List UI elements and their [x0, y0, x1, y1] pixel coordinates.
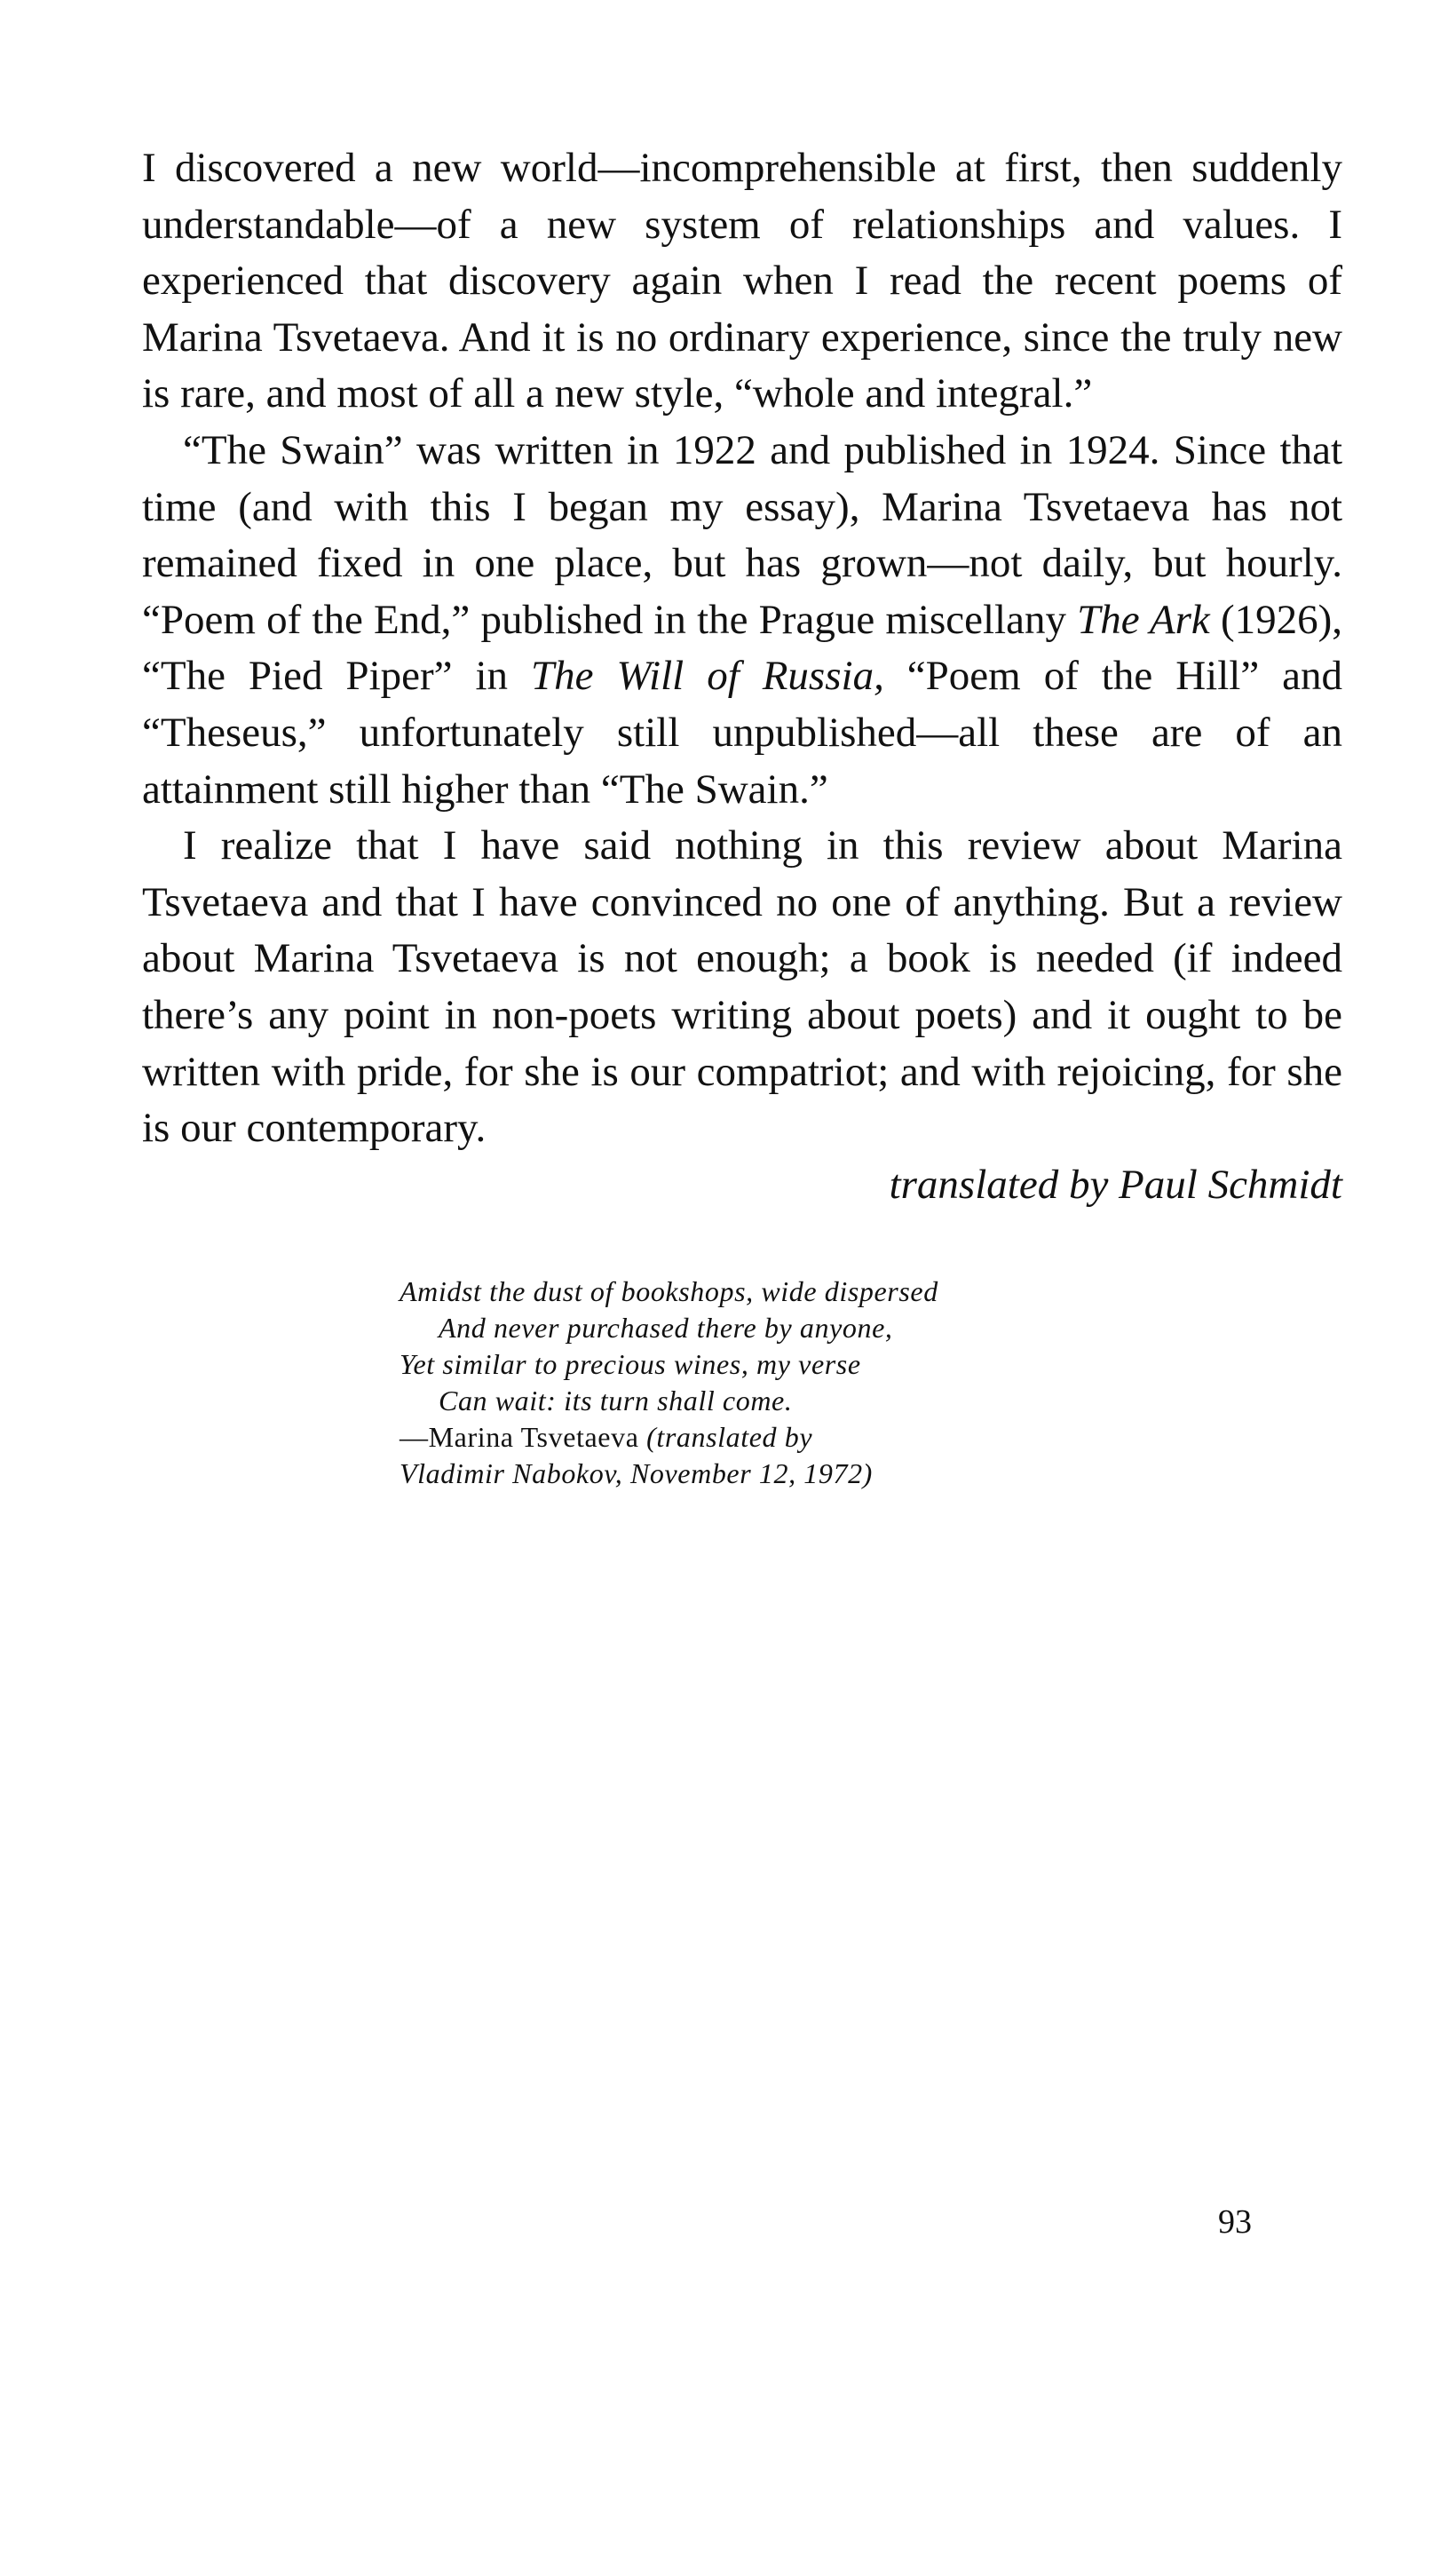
translator-signature: translated by Paul Schmidt [889, 1161, 1342, 1208]
page-number: 93 [1218, 2203, 1252, 2241]
epigraph-attribution-line-1 [400, 1419, 1128, 1456]
epigraph-author: —Marina Tsvetaeva [400, 1421, 639, 1453]
paragraph-2 [142, 423, 1342, 818]
closing-epigraph [400, 1274, 1128, 1492]
epigraph-line-1: Amidst the dust of bookshops, wide dispersed [400, 1275, 938, 1307]
essay-body [142, 140, 1342, 1213]
title-the-ark: The Ark [1077, 596, 1210, 643]
paragraph-1: I discovered a new world—incomprehensible at first, then suddenly understandable—of a new system of relationships and values. I experienced that discovery again when I read the recent poems of Marina Tsvetaeva. And it is no ordinary experience, since the truly new is rare, and most of all a new style, “whole and integral.” [142, 145, 1342, 417]
paragraph-2-text-a: “The Swain” was written in 1922 and published in 1924. Since that time (and with this I began my essay), Marina Tsvetaeva has not remained fixed in one place, but has grown—not daily, but hourly. “Poem of the End,” published in the Prague miscellany [142, 426, 1342, 643]
paragraph-2-text-c: (1926), “The Pied Piper” in [142, 596, 1342, 700]
epigraph-line-4: Can wait: its turn shall come. [439, 1385, 793, 1416]
title-the-will-of-russia: The Will of Russia, [531, 653, 884, 700]
epigraph-note-1: (translated by [646, 1421, 813, 1453]
paragraph-2-text-e: “Poem of the Hill” and “Theseus,” unfortunately still unpublished—all these are of an attainment still higher than “The Swain.” [142, 653, 1343, 813]
epigraph-attribution-line-2: Vladimir Nabokov, November 12, 1972) [400, 1457, 873, 1489]
epigraph-line-3: Yet similar to precious wines, my verse [400, 1348, 861, 1380]
epigraph-line-2: And never purchased there by anyone, [439, 1312, 893, 1344]
paragraph-3: I realize that I have said nothing in this review about Marina Tsvetaeva and that I have convinced no one of anything. But a review about Marina Tsvetaeva is not enough; a book is needed (if indeed there’s any point in non-poets writing about poets) and it ought to be written with pride, for she is our compatriot; and with rejoicing, for she is our contemporary. [142, 822, 1342, 1152]
